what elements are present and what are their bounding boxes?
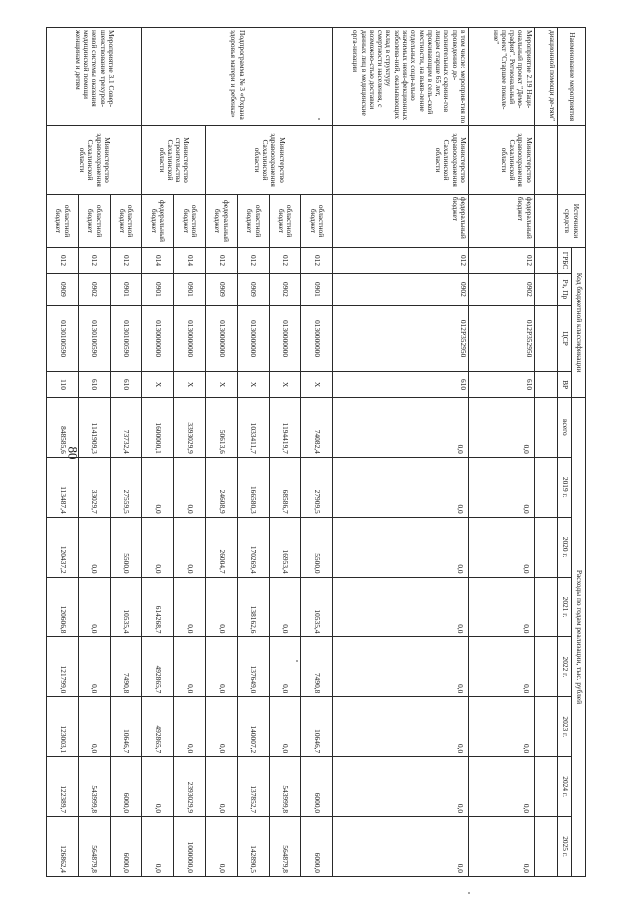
row-value-2019: 24608,9 — [206, 457, 238, 517]
row-grbs: 012 — [78, 248, 110, 274]
table-row — [333, 28, 469, 877]
row-value-2025: 0,0 — [333, 817, 469, 877]
subprogram-name: Подпрограмма № 3 «Охрана здоровья матери и ребенка» — [142, 28, 333, 126]
row-grbs: 012 — [206, 248, 238, 274]
row-rzpr: 0909 — [206, 273, 238, 305]
row-value-2019: 0,0 — [333, 457, 469, 517]
row-value-2023: 0,0 — [174, 697, 206, 757]
row-value-2020: 16953,4 — [269, 517, 301, 577]
row-value-2025: 564879,8 — [269, 817, 301, 877]
row-csr: 012P352950 — [333, 305, 469, 371]
row-value-2019: 68586,7 — [269, 457, 301, 517]
header-rzpr: Рз, Пр — [558, 273, 572, 305]
row-value-2019: 0,0 — [468, 457, 534, 517]
row-value-2020: 26004,7 — [206, 517, 238, 577]
row-value-2023: 0,0 — [269, 697, 301, 757]
row-value-2020: 120437,2 — [47, 517, 79, 577]
row-value-2020: 5500,0 — [110, 517, 142, 577]
carryover-name: диационной помощи де-тям" — [534, 28, 557, 126]
row-rzpr: 0902 — [468, 273, 534, 305]
row-value-2019: 33029,7 — [78, 457, 110, 517]
row-value-2019: 0,0 — [142, 457, 174, 517]
page-number: 80 — [65, 446, 81, 460]
row-rzpr: 0902 — [78, 273, 110, 305]
row-value-2023: 10646,7 — [110, 697, 142, 757]
row-grbs: 014 — [142, 248, 174, 274]
row-value-2019: 27909,5 — [301, 457, 333, 517]
empty-cell — [534, 757, 557, 817]
row-source: федеральный бюджет — [468, 194, 534, 247]
header-year-2025: 2025 г. — [558, 817, 572, 877]
row-value-2020: 5500,0 — [301, 517, 333, 577]
row-csr: 0130000000 — [174, 305, 206, 371]
row-value-2024: 137852,7 — [237, 757, 269, 817]
empty-cell — [534, 457, 557, 517]
row-rzpr: 0909 — [47, 273, 79, 305]
row-rzpr: 0909 — [237, 273, 269, 305]
header-year-2019: 2019 г. — [558, 457, 572, 517]
row-value-total: 74082,4 — [301, 397, 333, 457]
row-grbs: 014 — [174, 248, 206, 274]
row-source: областной бюджет — [269, 194, 301, 247]
row-value-2021: 0,0 — [174, 577, 206, 637]
row-value-2021: 0,0 — [206, 577, 238, 637]
row-value-2022: 7490,8 — [110, 637, 142, 697]
row-source: областной бюджет — [174, 194, 206, 247]
header-year-total: всего — [558, 397, 572, 457]
row-value-2020: 0,0 — [468, 517, 534, 577]
row-name: в том числе: мероприя-тия по проведению до-полнительных скрини-гов лицам старше 65 лет, проживающим в сель-ской местности, на выяв-ление отдельных соци-ально значимых неин-фекционных заболева-ний, оказывающих вклад в структуру смертности населения, с возможно-стью доставки данных лиц в медицинские орга-низации — [333, 28, 469, 126]
row-value-2024: 2393029,9 — [174, 757, 206, 817]
header-expenses: Расходы по годам реализации, тыс. рублей — [572, 397, 586, 876]
row-value-2022: 7490,8 — [301, 637, 333, 697]
row-value-2025: 0,0 — [206, 817, 238, 877]
header-year-2021: 2021 г. — [558, 577, 572, 637]
row-value-2022: 0,0 — [174, 637, 206, 697]
row-value-2021: 10535,4 — [110, 577, 142, 637]
row-value-2022: 0,0 — [468, 637, 534, 697]
row-value-total: 1600000,1 — [142, 397, 174, 457]
row-source: федеральный бюджет — [333, 194, 469, 247]
row-value-2019: 166580,3 — [237, 457, 269, 517]
rotated-table-wrapper — [46, 27, 586, 877]
measure-31-executor: Министерство здравоохранения Сахалинской области — [47, 126, 143, 194]
row-executor: Министерство здравоохранения Сахалинской области — [333, 126, 469, 194]
row-vr: 110 — [47, 372, 79, 398]
row-rzpr: 0901 — [301, 273, 333, 305]
header-name: Наименование мероприятия — [558, 28, 586, 126]
row-vr: Х — [301, 372, 333, 398]
row-value-total: 3393029,9 — [174, 397, 206, 457]
row-value-2025: 142890,5 — [237, 817, 269, 877]
header-grbs: ГРБС — [558, 248, 572, 274]
empty-cell — [534, 194, 557, 247]
row-value-2019: 0,0 — [174, 457, 206, 517]
row-value-2023: 10646,7 — [301, 697, 333, 757]
row-source: федеральный бюджет — [142, 194, 174, 247]
empty-cell — [534, 517, 557, 577]
row-value-2024: 543999,8 — [78, 757, 110, 817]
row-value-2025: 0,0 — [142, 817, 174, 877]
row-value-2025: 564879,8 — [78, 817, 110, 877]
row-value-2022: 0,0 — [78, 637, 110, 697]
empty-cell — [534, 817, 557, 877]
table-row — [301, 28, 333, 877]
row-source: областной бюджет — [237, 194, 269, 247]
empty-cell — [534, 248, 557, 274]
row-value-2021: 138162,6 — [237, 577, 269, 637]
row-value-2023: 140007,2 — [237, 697, 269, 757]
row-value-2022: 0,0 — [206, 637, 238, 697]
row-value-total: 1141909,3 — [78, 397, 110, 457]
table-row — [534, 28, 557, 877]
row-csr: 0130100590 — [47, 305, 79, 371]
row-value-total: 0,0 — [333, 397, 469, 457]
row-value-2024: 6000,0 — [110, 757, 142, 817]
row-value-2023: 123003,1 — [47, 697, 79, 757]
row-vr: 610 — [468, 372, 534, 398]
row-value-2023: 0,0 — [333, 697, 469, 757]
row-csr: 0130000000 — [269, 305, 301, 371]
empty-cell — [534, 637, 557, 697]
row-value-2021: 0,0 — [269, 577, 301, 637]
row-value-2025: 0,0 — [468, 817, 534, 877]
row-value-total: 50613,6 — [206, 397, 238, 457]
row-value-2024: 0,0 — [333, 757, 469, 817]
row-value-total: 848585,6 — [47, 397, 79, 457]
row-value-2020: 0,0 — [333, 517, 469, 577]
header-year-2023: 2023 г. — [558, 697, 572, 757]
empty-cell — [534, 577, 557, 637]
row-executor: Министерство здравоохранения Сахалинской области — [468, 126, 534, 194]
row-value-2021: 0,0 — [78, 577, 110, 637]
row-name: Мероприятие 2.19 Наци-ональный проект "Демо-графия". Региональный проект "Старшее поколе-ние" — [468, 28, 534, 126]
row-value-2024: 0,0 — [142, 757, 174, 817]
row-rzpr: 0901 — [110, 273, 142, 305]
row-source: областной бюджет — [47, 194, 79, 247]
row-grbs: 012 — [333, 248, 469, 274]
row-value-2022: 0,0 — [269, 637, 301, 697]
row-value-2019: 27559,5 — [110, 457, 142, 517]
row-value-2020: 0,0 — [142, 517, 174, 577]
header-source: Источники средств — [558, 194, 586, 247]
row-value-2022: 137649,0 — [237, 637, 269, 697]
row-value-2025: 6000,0 — [110, 817, 142, 877]
row-vr: Х — [269, 372, 301, 398]
row-vr: Х — [142, 372, 174, 398]
row-vr: 610 — [78, 372, 110, 398]
row-value-2022: 0,0 — [333, 637, 469, 697]
row-value-2020: 170269,4 — [237, 517, 269, 577]
row-csr: 012P352950 — [468, 305, 534, 371]
subprogram-executor-construction: Министерство строительства Сахалинской области — [142, 126, 206, 194]
row-source: областной бюджет — [78, 194, 110, 247]
row-rzpr: 0902 — [269, 273, 301, 305]
row-csr: 0130100590 — [78, 305, 110, 371]
row-value-2023: 0,0 — [468, 697, 534, 757]
row-csr: 0130100590 — [110, 305, 142, 371]
row-grbs: 012 — [269, 248, 301, 274]
subprogram-executor-health: Министерство здравоохранения Сахалинской области — [206, 126, 333, 194]
row-value-total: 0,0 — [468, 397, 534, 457]
row-grbs: 012 — [237, 248, 269, 274]
row-source: федеральный бюджет — [206, 194, 238, 247]
header-csr: ЦСР — [558, 305, 572, 371]
row-value-2025: 126862,4 — [47, 817, 79, 877]
row-csr: 0130000000 — [301, 305, 333, 371]
row-value-2025: 6000,0 — [301, 817, 333, 877]
row-grbs: 012 — [110, 248, 142, 274]
table-row — [110, 28, 142, 877]
row-value-total: 73732,4 — [110, 397, 142, 457]
row-value-2022: 121799,0 — [47, 637, 79, 697]
empty-cell — [534, 305, 557, 371]
empty-cell — [534, 397, 557, 457]
row-value-2023: 492865,7 — [142, 697, 174, 757]
row-value-2020: 0,0 — [78, 517, 110, 577]
row-vr: 610 — [333, 372, 469, 398]
row-rzpr: 0901 — [174, 273, 206, 305]
row-csr: 0130000000 — [237, 305, 269, 371]
header-budget-code: Код бюджетной классификации — [572, 248, 586, 398]
empty-cell — [534, 372, 557, 398]
row-value-2021: 120606,8 — [47, 577, 79, 637]
row-vr: 610 — [110, 372, 142, 398]
row-value-2019: 113487,4 — [47, 457, 79, 517]
row-grbs: 012 — [47, 248, 79, 274]
header-year-2020: 2020 г. — [558, 517, 572, 577]
row-source: областной бюджет — [301, 194, 333, 247]
header-executor — [558, 126, 586, 194]
row-grbs: 012 — [301, 248, 333, 274]
header-year-2022: 2022 г. — [558, 637, 572, 697]
row-value-2021: 0,0 — [333, 577, 469, 637]
scan-speck — [468, 892, 470, 894]
table-row — [174, 28, 206, 877]
row-value-2024: 543999,8 — [269, 757, 301, 817]
row-rzpr: 0901 — [142, 273, 174, 305]
expenses-table — [46, 27, 586, 877]
row-value-2025: 1000000,0 — [174, 817, 206, 877]
row-rzpr: 0902 — [333, 273, 469, 305]
empty-cell — [534, 273, 557, 305]
header-vr: ВР — [558, 372, 572, 398]
row-value-2024: 0,0 — [468, 757, 534, 817]
row-value-2023: 0,0 — [78, 697, 110, 757]
row-value-total: 1194419,7 — [269, 397, 301, 457]
row-value-2023: 0,0 — [206, 697, 238, 757]
table-row — [468, 28, 534, 877]
row-value-2024: 122389,7 — [47, 757, 79, 817]
header-year-2024: 2024 г. — [558, 757, 572, 817]
row-csr: 0130000000 — [142, 305, 174, 371]
row-grbs: 012 — [468, 248, 534, 274]
row-value-2020: 0,0 — [174, 517, 206, 577]
measure-31-name: Мероприятие 3.1 Совер-шенствование трехуров-невой системы оказания медицинской помощи женщинам и детям — [47, 28, 143, 126]
row-value-2024: 6000,0 — [301, 757, 333, 817]
row-csr: 0130000000 — [206, 305, 238, 371]
row-value-2022: 492865,7 — [142, 637, 174, 697]
row-value-2021: 614268,7 — [142, 577, 174, 637]
row-vr: Х — [237, 372, 269, 398]
row-value-2021: 0,0 — [468, 577, 534, 637]
row-vr: Х — [174, 372, 206, 398]
empty-cell — [534, 126, 557, 194]
row-vr: Х — [206, 372, 238, 398]
row-value-2021: 10535,4 — [301, 577, 333, 637]
empty-cell — [534, 697, 557, 757]
row-value-2024: 0,0 — [206, 757, 238, 817]
row-source: областной бюджет — [110, 194, 142, 247]
row-value-total: 1033411,7 — [237, 397, 269, 457]
